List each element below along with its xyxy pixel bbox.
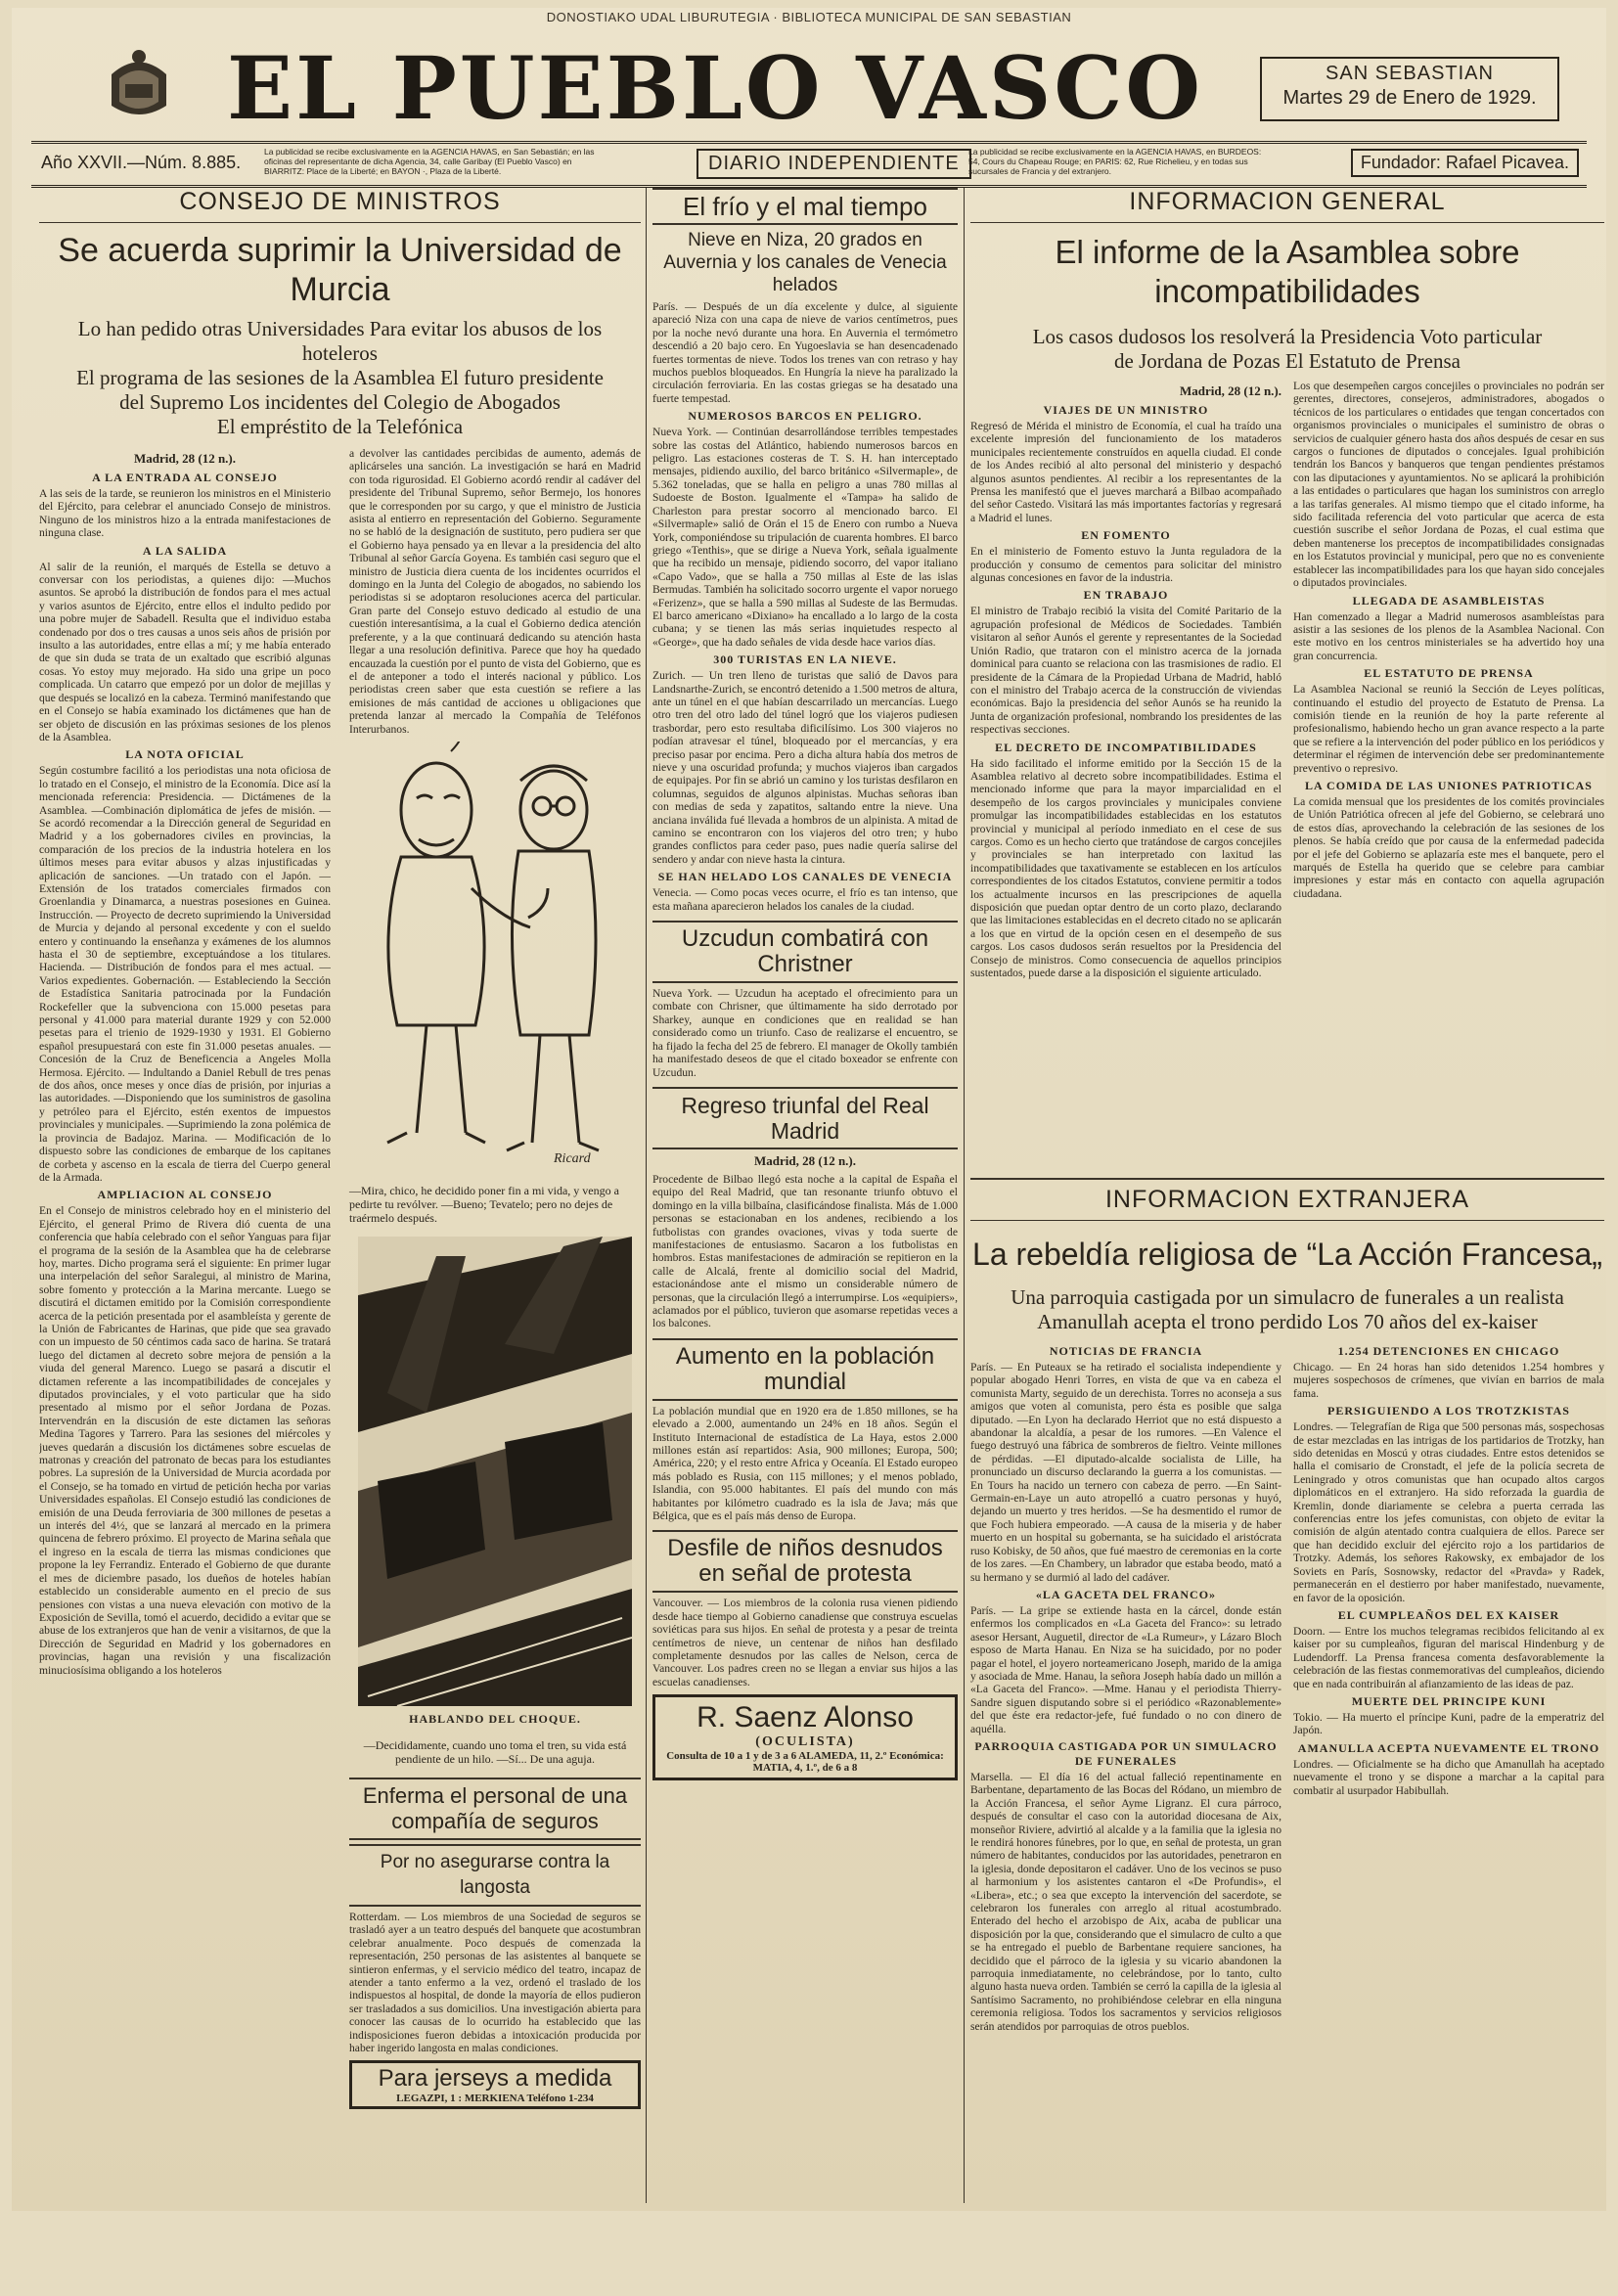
subhead-nieve: Nieve en Niza, 20 grados en Auvernia y los canales de Venecia helados: [663, 230, 947, 295]
dateline: Madrid, 28 (12 n.).: [754, 1152, 856, 1168]
article-text: Chicago. — En 24 horas han sido detenidos 1.254 hombres y mujeres sospechosos de crímenes, que vivían en barrios de mala fama.: [1293, 1361, 1604, 1400]
independent-label: DIARIO INDEPENDIENTE: [697, 149, 971, 179]
subhead: Lo han pedido otras Universidades Para evitar los abusos de los hoteleros: [77, 317, 603, 365]
info-bar: [31, 141, 1587, 188]
headline-poblacion: Aumento en la población mundial: [652, 1338, 958, 1401]
masthead: [31, 35, 1587, 139]
article-text: Londres. — Oficialmente se ha dicho que Amanullah ha aceptado nuevamente el trono y se dispone a marchar a la capital para combatir al usurpador Habibullah.: [1293, 1757, 1604, 1797]
dateline: Madrid, 28 (12 n.).: [134, 451, 236, 466]
kicker: LLEGADA DE ASAMBLEISTAS: [1352, 593, 1546, 608]
body-left: [970, 380, 1281, 1170]
body-right: [1293, 380, 1604, 1170]
issue-date: Martes 29 de Enero de 1929.: [1282, 87, 1537, 109]
column-middle: [652, 188, 958, 1780]
headline-real-madrid: Regreso triunfal del Real Madrid: [652, 1087, 958, 1149]
date-box: [1260, 57, 1559, 121]
column-consejo: [39, 188, 641, 2296]
newspaper-page: [12, 8, 1606, 2211]
body-right: [1293, 1340, 1604, 2221]
two-column-body: [39, 447, 641, 2296]
ad-name: R. Saenz Alonso: [697, 1701, 914, 1734]
subheads: [970, 325, 1604, 374]
kicker: AMANULLA ACEPTA NUEVAMENTE EL TRONO: [1297, 1740, 1600, 1755]
article-text: Regresó de Mérida el ministro de Economía, el cual ha traído una excelente impresión del funcionamiento de los mataderos municipales recientemente construídos en aquella ciudad. El conde de los Andes recibió al alto personal del ministerio y despachó algunos asuntos pendientes. Al recibir a los representantes de la Prensa les manifestó que el jueves marchará a Bilbao acompañado del señor Castedo. Visitará las más importantes factorías y regresará a Madrid el lunes.: [970, 420, 1281, 524]
article-text: Al salir de la reunión, el marqués de Estella se detuvo a conversar con los periodistas, a quienes dijo: —Muchos asuntos. Se aprobó la distribución de fondos para el mes actual y varios asuntos de Ejército, entre ellos el indulto pedido por una pobre mujer de Sabadell. Resulta que el individuo estaba condenado por dos o tres causas a unos seis años de prisión por insulto a las autoridades, entre ellas a mí; y me había enterado de que sin duda se trata de un exaltado que escribió algunas cosas. Yo estoy muy mejorado. Ha sido una gripe un poco complicada. Un catarro que empezó por un dolor de mejillas y que después se localizó en la cabeza. Terminó manifestando que en el Consejo se había examinado los dictámenes que han de ser objeto de discusión en las próximas sesiones de los plenos de la Asamblea.: [39, 560, 331, 743]
article-text: En el ministerio de Fomento estuvo la Junta reguladora de la producción y consumo de cementos para solicitar del ministro algunas concesiones en favor de la industria.: [970, 545, 1281, 585]
article-text: Vancouver. — Los miembros de la colonia rusa vienen pidiendo desde hace tiempo al Gobierno canadiense que construya escuelas soviéticas para sus hijos. En señal de protesta y a pesar de treinta centímetros de nieve, un centenar de niños han desfilado completamente desnudos por las calles de Nelson, cerca de Vancouver. Los padres creen no se llegan a enviar sus hijos a las escuelas canadienses.: [652, 1597, 958, 1688]
ad-role: (OCULISTA): [755, 1734, 855, 1750]
cartoon-two-men: [358, 742, 632, 1172]
body-left: [970, 1340, 1281, 2221]
article-text: El ministro de Trabajo recibió la visita del Comité Paritario de la agrupación profesional de Médicos de Sociedades. También visitaron al señor Aunós el gerente y representantes de la Sociedad Unión Radio, que trataron con el ministro acerca de la jornada dominical para cuanto se relaciona con las trasmisiones de radio. El presidente de la Cámara de la Propiedad Urbana de Madrid, habló con el ministro del Trabajo acerca de la construcción de viviendas económicas. Bajo la presidencia del señor Aunós se ha reunido la Junta de organización profesional, nombrando los presidentes de las respectivas secciones.: [970, 605, 1281, 737]
subhead: de Jordana de Pozas El Estatuto de Prensa: [1114, 349, 1461, 373]
article-text: Zurich. — Un tren lleno de turistas que salió de Davos para Landsnarthe-Zurich, se encontró detenido a 1.500 metros de altura, ante un túnel en el que habían descarrilado un mercancías. Luego otro tren del otro lado del túnel logró que los viajeros pudiesen trasbordar, pero esto resultaba dificilísimo. Los 300 viajeros no podían atravesar el túnel, bloqueado por el mercancías, y era preciso pasar por encima. Pero a dicha altura había dos metros de nieve y una oscuridad profunda; y muchos viajeros iban cargados de equipajes. Por fin se abrió un camino y los turistas desfilaron en columnas, seguidos de algunos alpinistas. Muchas señoras iban con medias de seda y zapatitos, saltando entre la nieve. Una anciana inválida fué llevada a hombros de un alpinista. A mitad de camino se encontraron con los viajeros del otro tren; y hubo grandes conflictos para ceder paso, pues nadie quería salirse del sendero y andar con nieve hasta la cintura.: [652, 669, 958, 866]
article-text: a devolver las cantidades percibidas de aumento, además de aplicárseles una sanción. La investigación se hará en Madrid con toda rigurosidad. El Gobierno acordó rendir al cadáver del presidente del Tribunal Supremo, señor Bermejo, los honores que le corresponden por su cargo, y que el ministro de Justicia asista al entierro en representación del Gobierno. Seguramente no se habló de la designación de sustituto, pero pudiera ser que el Gobierno haya pensado ya en llevar a la presidencia del alto Tribunal al señor García Goyena. Es también casi seguro que el ministro de Justicia diera cuenta de los incidentes ocurridos el domingo en la Junta del Colegio de abogados, no sabiendo los periodistas si se adoptaron resoluciones acerca del particular. Gran parte del Consejo estuvo dedicado al estudio de una cuestión interesantísima, a la cual el Gobierno dedica atención preferente, y a la que continuará dedicando su atención hasta llegar a una resolución definitiva. Parece que hoy ha quedado encauzada la cuestión por el punto de vista del Gobierno, que es el de anteponer a todo el interés nacional y público. Los periodistas creen saber que esta cuestión se refiere a las emisiones de más cantidad de acciones u obligaciones que pretenda lanzar al mercado la Compañía de Teléfonos Interurbanos.: [349, 447, 641, 736]
subheads: [39, 317, 641, 439]
headline-frio: El frío y el mal tiempo: [652, 188, 958, 225]
ad-address: Consulta de 10 a 1 y de 3 a 6 ALAMEDA, 11, 2.º Económica: MATIA, 4, 1.º, de 6 a 8: [666, 1750, 944, 1775]
subhead: Una parroquia castigada por un simulacro de funerales a un realista: [1011, 1285, 1564, 1309]
kicker: NOTICIAS DE FRANCIA: [1049, 1344, 1203, 1358]
article-text: La Asamblea Nacional se reunió la Sección de Leyes políticas, continuando el estudio del proyecto de Estatuto de Prensa. La comisión tiende en la reunión de hoy la parte referente al profesionalismo, habiendo hecho un gran avance respecto a la parte que se refiere a la intervención del poder público en los periódicos y determinar el régimen de intervención debe ser predominantemente preventivo o represivo.: [1293, 683, 1604, 775]
article-text: En el Consejo de ministros celebrado hoy en el ministerio del Ejército, el general Primo de Rivera dió cuenta de una conferencia que había celebrado con el señor Yanguas para fijar el programa de la sesión de la Asamblea que ha de celebrarse hoy, martes. Dicho programa será el siguiente: En primer lugar una interpelación del señor Saralegui, al ministro de Marina, sobre fomento y protección a la Marina mercante. Luego se discutirá el dictamen emitido por la Comisión correspondiente acerca de la petición presentada por el asambleísta y gerente de la Unión de Fabricantes de Harinas, que pide que sea gravado con un impuesto de 50 céntimos cada saco de harina. Se tratará luego del dictamen al decreto sobre mejora de pensión a la viuda del general Marenco. Luego se pasará a discutir el dictamen referente a las incompatibilidades de concejales y diputados provinciales, y el voto particular que ha sido presentado al mismo por el señor Jordana de Pozas. Intervendrán en la discusión de este dictamen las señoras Medina Tagores y Tarrero. Para las sesiones del miércoles y jueves quedarán a discusión los dictámenes sobre escuelas de matronas y creación del patronato de becas para los estudiantes pobres. La supresión de la Universidad de Murcia acordada por el Consejo, se ha tomado en virtud de petición hecha por varias Universidades españolas. El Consejo estudió las condiciones de emisión de una Deuda ferroviaria de 300 millones de pesetas a un interés del 4½, que se lanzará al mercado en la primera quincena de febrero próximo. El proyecto de Marina señala que el ingreso en la escala de tierra las mismas condiciones que propone la ley Ferrandiz. Enterado el Gobierno de que durante el mes de diciembre pasado, los dueños de hoteles habían establecido un considerable aumento en el precio de sus pensiones con vistas a una nueva elevación con motivo de la Exposición de Sevilla, tomó el acuerdo, decidido a evitar que se abuse de los extranjeros que han de venir a visitarnos, de que la Dirección de Seguridad en Madrid y los gobernadores en provincias, hagan una revisión y una fiscalización minuciosísima obligando a los hoteleros: [39, 1204, 331, 1677]
newspaper-title: EL PUEBLO VASCO: [227, 37, 1204, 139]
headline-incompatibilidades: El informe de la Asamblea sobre incompatibilidades: [1055, 234, 1520, 309]
subhead: del Supremo Los incidentes del Colegio de Abogados: [119, 390, 561, 414]
subhead: Amanullah acepta el trono perdido Los 70 años del ex-kaiser: [1037, 1310, 1538, 1333]
kicker: EN TRABAJO: [1083, 588, 1169, 603]
article-text: Venecia. — Como pocas veces ocurre, el frío es tan intenso, que esta mañana aparecieron helados los canales de la ciudad.: [652, 886, 958, 913]
kicker: NUMEROSOS BARCOS EN PELIGRO.: [688, 409, 922, 424]
article-text: La comida mensual que los presidentes de los comités provinciales de Unión Patriótica ofrecen al jefe del Gobierno, se celebrará uno de estos días, aprovechando la celebración de las sesiones de los plenos. Se había creído que por causa de la enfermedad padecida por el jefe del Gobierno se aplazaría este mes el banquete, pero el marqués de Estella ha querido que se celebre para cambiar impresiones y estar más en contacto con aquella agrupación ciudadana.: [1293, 794, 1604, 900]
kicker: VIAJES DE UN MINISTRO: [1043, 403, 1209, 417]
subhead: El empréstito de la Telefónica: [216, 415, 464, 438]
kicker: MUERTE DEL PRINCIPE KUNI: [1351, 1693, 1547, 1708]
foreign-news: [970, 1178, 1604, 2221]
cartoon-train-crash: [358, 1237, 632, 1706]
article-text: París. — La gripe se extiende hasta en la cárcel, donde están enfermos los complicados en «La Gaceta del Franco»: su letrado asesor Hersant, Auguetil, director de «La Rumeur», y Lázaro Bloch esposo de Marta Hanau. En Niza se ha suicidado, por no poder pagar el hotel, el joyero norteamericano Joseph, marido de la amiga y asociada de Mme. Hanau, la señora Joseph había dado un millón a «La Gaceta del Franco». —Mme. Hanau y el periodista Thierry-Sandre siguen disputando sobre si el periódico «Razonablemente» del que éste era redactor-jefe, fué fundado o no con dinero de aquélla.: [970, 1603, 1281, 1735]
article-text: A las seis de la tarde, se reunieron los ministros en el Ministerio del Ejército, para celebrar el anunciado Consejo de ministros. Ninguno de los ministros hizo a la entrada manifestaciones de ninguna clase.: [39, 487, 331, 540]
kicker: A LA ENTRADA AL CONSEJO: [92, 471, 278, 484]
article-text: Londres. — Telegrafían de Riga que 500 personas más, sospechosas de estar mezcladas en las intrigas de los partidarios de Trotzky, han sido detenidas en Moscú y otras ciudades. Entre estos detenidos se halla el comisario de Cronstadt, el jefe de la policía secreta de Leningrado y otros comunistas que han ocupado altos cargos diplomáticos en el extranjero. Ha sido reforzada la guardia de Kremlin, donde diariamente se celebra a puerta cerrada las conferencias entre los jefes comunistas, con objeto de evitar la comisión de algún atentado contra cualquiera de ellos. Parece ser que han decidido excluir del ejército rojo a los partidarios de Trotzky. Además, los señores Rakowsky, ex embajador de los Soviets en París, Sosnowsky, redactor del «Pravda» y Radek, permanecerán en el destierro por haber manifestado, nuevamente, en favor de la oposición.: [1293, 1420, 1604, 1604]
section-head: CONSEJO DE MINISTROS: [39, 188, 641, 223]
article-text: Nueva York. — Uzcudun ha aceptado el ofrecimiento para un combate con Chrisner, que últimamente ha sido derrotado por Sharkey, aunque en condiciones que en realidad se han considerado como un triunfo. Caso de realizarse el encuentro, se ha fijado la fecha del 25 de febrero. El manager de Okolly también ha manifestado deseos de que el citado boxeador se enfrente con Uzcudun.: [652, 987, 958, 1079]
article-text: Marsella. — El día 16 del actual falleció repentinamente en Barbentane, departamento de las Bocas del Ródano, un miembro de la Acción Francesa, el señor Ayme Ligranz. El cura párroco, después de consultar el caso con la autoridad diocesana de Aix, monseñor Riviere, advirtió al alcalde y a la familia que la iglesia no le rendirá honores fúnebres, por lo que, en señal de protesta, un gran número de habitantes, conducidos por las autoridades, penetraron en la iglesia, donde depositaron el cadáver. Uno de los vecinos se puso al harmonium y los asistentes cantaron el «De Profundis», el «Libera», etc.; o sea que excepto la intervención del sacerdote, se celebraron los funerales con arreglo al ritual acostumbrado. Enterado del hecho el arzobispo de Aix, acaba de publicar una disposición por la que, considerando que el simulacro de culto a que se ha entregado el pueblo de Barbentane requiere sanciones, ha decidido que el párroco de la iglesia y su vicario abandonen la parroquia inmediatamente, no celebrándose, por lo tanto, culto alguno hasta nueva orden. También se cerró la capilla de la iglesia al Santísimo Sacramento, no prohibiéndose celebrar en ella ninguna ceremonia religiosa. Todos los sacramentos y servicios religiosos serán atendidos por parroquias de otros pueblos.: [970, 1770, 1281, 2033]
headline-uzcudun: Uzcudun combatirá con Christner: [652, 921, 958, 983]
two-column-body: [970, 1340, 1604, 2221]
article-text: Los que desempeñen cargos concejiles o provinciales no podrán ser gerentes, directores, consejeros, administradores, abogados o técnicos de los particulares o entidades que tengan concertados con organismos provinciales o municipales el suministro de obras o servicios de cualquier género hasta dos años después de cesar en sus cargos o funciones de diputados o concejales. Igual prohibición tendrán los Bancos y banqueros que tengan pendientes préstamos con las diputaciones y ayuntamientos. No se aplicará la prohibición a las entidades o particulares que hagan los suministros con arreglo a las tarifas generales. Al mismo tiempo que el citado informe, ha sido facilitada referencia del voto particular que acerca de esta cuestión suscribe el señor Jordana de Pozas, el cual estima que deben mantenerse los preceptos de incompatibilidades consignadas en los Estatutos provincial y municipal, pero que no es conveniente establecer las incompatibilidades para los que hayan sido concejales o diputados provinciales.: [1293, 380, 1604, 590]
article-text: Según costumbre facilitó a los periodistas una nota oficiosa de lo tratado en el Consejo, el ministro de la Economía. Dice así la mencionada referencia: Presidencia. — Dictámenes de la Asamblea. —Combinación diplomática de jefes de misión. —Se acordó recomendar a la Dirección general de Seguridad en Madrid y a los gobernadores civiles en provincias, la comparación de los precios de la industria hotelera en los últimos meses para evitar abusos y alzas injustificadas y aplicación de sanciones. —Un tratado con el Japón. —Extensión de los tratados comerciales firmados con Groenlandia y Dinamarca, a nuestras posesiones en Guinea. Instrucción. — Proyecto de decreto suprimiendo la Universidad de Murcia y dejando al personal excedente y con el sueldo entero y continuando la enseñanza y exámenes de los alumnos hasta el 30 de septiembre, exceptuándose a los titulares. Hacienda. — Distribución de fondos para el mes actual. —Varios expedientes. Gobernación. — Estableciendo la Sección de Estadística Sanitaria patrocinada por la Fundación Rockefeller que la subvenciona con 15.000 pesetas para personal y 41.000 para material durante 1929 y con 52.000 pesetas para el trienio de 1929-1930 y 1931. El Gobierno español presupuestará con este fin 31.000 pesetas anuales. —Concesión de la Cruz de Beneficencia a Angeles Molla Hermosa. Ejército. — Indultando a Daniel Rebull de tres penas de dos años, once meses y once días de prisión, por injurias a las autoridades. —Disponiendo que los suministros de gasolina y petróleo para el Ejército, estén exentos de impuestos provinciales y municipales. —Suprimiendo la zona polémica de la provincia de Badajoz. Marina. — Modificación de lo dispuesto sobre las condiciones de embarque de los capitanes de corbeta y ascenso en la escala de tierra del Cuerpo general de la Armada.: [39, 764, 331, 1184]
headline-murcia: Se acuerda suprimir la Universidad de Murcia: [58, 232, 622, 308]
headline-desfile: Desfile de niños desnudos en señal de protesta: [652, 1530, 958, 1593]
kicker: AMPLIACION AL CONSEJO: [97, 1188, 273, 1202]
kicker: A LA SALIDA: [142, 543, 228, 558]
article-text: París. — Después de un día excelente y dulce, al siguiente apareció Niza con una capa de nieve de varios centímetros, pues por la noche nevó durante una hora. En Auvernia el termómetro descendió a 20 bajo cero. En Yugoeslavia se han desencadenado fuertes tormentas de nieve. Todos los trenes van con retraso y hay muchos pueblos bloqueados. En Hungría la nieve ha paralizado la circulación ferroviaria. En las costas griegas se ha desatado una fuerte tempestad.: [652, 300, 958, 405]
coat-of-arms-icon: [102, 45, 176, 123]
two-column-body: [970, 380, 1604, 1170]
jersey-ad: [349, 2060, 641, 2109]
advertising-note-right: La publicidad se recibe exclusivamente en la AGENCIA HAVAS, en BURDEOS: 54, Cours du Chapeau Rouge; en PARIS: 62, Rue Richelieu, y en todas sus sucursales de Francia y del extranjero.: [968, 147, 1262, 176]
advertising-note-left: La publicidad se recibe exclusivamente en la AGENCIA HAVAS, en San Sebastián; en las oficinas del representante de dicha Agencia, 34, calle Garibay (El Pueblo Vasco) en BIARRITZ: Place de la Liberté; en BAYON ·, Plaza de la Liberté.: [264, 147, 595, 176]
subhead: El programa de las sesiones de la Asamblea El futuro presidente: [76, 366, 604, 389]
section-head: INFORMACION EXTRANJERA: [970, 1186, 1604, 1221]
kicker: EL CUMPLEAÑOS DEL EX KAISER: [1337, 1607, 1560, 1622]
dateline: Madrid, 28 (12 n.).: [1180, 383, 1281, 398]
kicker: PARROQUIA CASTIGADA POR UN SIMULACRO DE FUNERALES: [974, 1738, 1278, 1768]
column-informacion: [970, 188, 1604, 2221]
article-text: La población mundial que en 1920 era de 1.850 millones, se ha elevado a 2.000, aumentando un 24% en 18 años. Según el Instituto Internacional de estadística de La Haya, estos 2.000 millones están así repartidos: Asia, 900 millones; Europa, 500; América, 220; y el resto entre Africa y Oceanía. El Estado europeo más poblado es Rusia, con 115 millones; y el menos poblado, Islandia, con 95.000 habitantes. El país del mundo con más habitantes por kilómetro cuadrado es la isla de Java; más que Bélgica, que es el país más denso de Europa.: [652, 1404, 958, 1523]
article-text: Rotterdam. — Los miembros de una Sociedad de seguros se trasladó ayer a un teatro después del banquete que acostumbran celebrar anualmente. Poco después de comenzada la representación, 250 personas de las asistentes al banquete se sintieron enfermas, y el servicio médico del teatro, incapaz de atender a tanto enfermo a la vez, ordenó el traslado de los indispuestos al hospital, de donde la mayoría de ellos pudieron ser trasladados a sus domicilios. Una investigación abierta para conocer las causas de lo ocurrido ha establecido que las indisposiciones fueron debidas a intoxicación producida por haber ingerido langosta en malas condiciones.: [349, 1910, 641, 2054]
article-text: Procedente de Bilbao llegó esta noche a la capital de España el equipo del Real Madrid, que tan resonante triunfo obtuvo el domingo en la villa bilbaína, clasificándose finalista. Más de 1.000 personas se estacionaban en los andenes, recibiendo a los futbolistas con grandes ovaciones, vivas y toda suerte de manifestaciones de entusiasmo. Sacaron a los futbolistas en hombros. Estas manifestaciones de admiración se repitieron en la calle de Alcalá, frente al domicilio social del Madrid, estacionándose ante el mismo un considerable número de personas, que la circulación llegó a interrumpirse. Los «equipiers», aclamados por el público, tuvieron que asomarse repetidas veces a los balcones.: [652, 1172, 958, 1330]
body-left: [39, 447, 331, 2296]
headline-accion-francesa: La rebeldía religiosa de “La Acción Francesa„: [972, 1237, 1602, 1272]
ad-title: Para jerseys a medida: [378, 2065, 612, 2093]
subheads: [970, 1285, 1604, 1334]
kicker: EL DECRETO DE INCOMPATIBILIDADES: [995, 740, 1257, 754]
kicker: «LA GACETA DEL FRANCO»: [1035, 1587, 1217, 1601]
article-text: Nueva York. — Continúan desarrollándose terribles tempestades sobre las costas del Atlántico, habiendo numerosos barcos en peligro. Las estaciones costeras de T. S. H. han interceptado mensajes, pidiendo auxilio, del barco británico «Silvermaple», de 5.362 toneladas, que se halla en peligro a unas 780 millas al Sudoeste de Boston. Igualmente el «Tampa» ha salido de Charleston para prestar socorro al mencionado barco. El «Silvermaple» salió de Orán el 15 de Enero con rumbo a Nueva York, componiéndose su tripulación de cuarenta hombres. El barco griego «Tenthis», que se dirige a Nueva York, señala igualmente que ha recibido un mensaje, pidiendo socorro, del vapor italiano «Capo Vado», que se halla a 750 millas al Este de las islas Bermudas. También ha solicitado socorro urgente el vapor noruego «Ferizenz», que se halla a 590 millas al Sudeste de las Bermudas. El barco americano «Dixiano» ha encallado a lo largo de la costa cubana; y se tienen las más serias inquietudes respecto al «George», que ha dado señales de vida desde hace varios días.: [652, 426, 958, 649]
headline-langosta: Por no asegurarse contra la langosta: [349, 1844, 641, 1907]
kicker: SE HAN HELADO LOS CANALES DE VENECIA: [657, 870, 953, 884]
article-text: París. — En Puteaux se ha retirado el socialista independiente y popular abogado Henri Torres, en vista de que va en cabeza el comunista Marty, seguido de un derechista. Torres no aconseja a sus amigos que voten al comunista, pero ésta es posible que salga diputado. —En Lyon ha declarado Herriot que no está dispuesto a abandonar la alcaldía, a pesar de los rumores. —En Valence el fuego destruyó una fábrica de sombreros de fieltro. Veinte millones de pérdidas. —El diputado-alcalde socialista de Lille, ha pronunciado un discurso declarando la guerra a los comunistas. —En Tours ha nacido un ternero con cabeza de perro. —En Saint-Germain-en-Laye un auto atropelló a cuatro personas y huyó, dejando un muerto y tres heridos. —Se ha desmentido el rumor de que Foch hubiera empeorado. —A causa de la miseria y de haber muerto en un hospital su gobernanta, se ha suicidado el aristócrata ruso Kobisky, de 50 años, que fué maestro de ceremonias en la corte de los zares. —En Chambery, un labrador que estaba beodo, mató a su hermano y se durmió al lado del cadáver.: [970, 1361, 1281, 1584]
subhead: Los casos dudosos los resolverá la Presidencia Voto particular: [1032, 325, 1543, 348]
article-text: Doorn. — Entre los muchos telegramas recibidos felicitando al ex kaiser por su cumpleaños, figuran del mariscal Hindenburg y de Ludendorff. La Prensa francesa comenta desfavorablemente la celebración de las fiestas conmemorativas del cumpleaños, diciendo que en nada contribuirán al afianzamiento de las ideas de paz.: [1293, 1624, 1604, 1690]
founder-label: Fundador: Rafael Picavea.: [1351, 149, 1579, 177]
column-rule: [964, 188, 965, 2203]
city-label: SAN SEBASTIAN: [1326, 63, 1494, 84]
article-text: Han comenzado a llegar a Madrid numerosos asambleístas para asistir a las sesiones de los plenos de la Asamblea Nacional. Con este motivo en los centros ministeriales se ha advertido hoy una gran concurrencia.: [1293, 609, 1604, 662]
kicker: LA NOTA OFICIAL: [125, 747, 245, 762]
article-text: Tokio. — Ha muerto el príncipe Kuni, padre de la emperatriz del Japón.: [1293, 1710, 1604, 1737]
kicker: EL ESTATUTO DE PRENSA: [1364, 666, 1534, 681]
cartoon-signature: Ricard: [554, 1150, 591, 1166]
article-text: Ha sido facilitado el informe emitido por la Sección 15 de la Asamblea relativo al decreto sobre incompatibilidades. Estima el mencionado informe que para la mayor imparcialidad en el desempeño de los cargos provinciales y municipales conviene promulgar las incompatibilidades establecidas en los estatutos provincial y municipal al período inmediato en el cese de sus cargos. Como es un hecho cierto que tratándose de cargos concejiles y provinciales se han interpretado con laxitud las incompatibilidades que taxativamente se establecen en los artículos correspondientes de los citados Estatutos, conviene permitir a todos los actualmente incursos en las prescripciones de aquella disposición que puedan optar dentro de un corto plazo, declarando que las limitaciones establecidas en el decreto citado no se aplicarán a los que en virtud de la opción cesen en el desempeño de sus cargos. Los casos dudosos serán resueltos por la Presidencia del Consejo de ministros. Como consecuencia de aquellos principios sustentados, puede darse a la disposición el siguiente articulado.: [970, 756, 1281, 980]
oculist-ad: [652, 1694, 958, 1780]
kicker: EN FOMENTO: [1081, 528, 1171, 543]
kicker: 1.254 DETENCIONES EN CHICAGO: [1337, 1344, 1560, 1358]
column-rule: [646, 188, 647, 2203]
kicker: LA COMIDA DE LAS UNIONES PATRIOTICAS: [1305, 778, 1593, 792]
ad-address: LEGAZPI, 1 : MERKIENA Teléfono 1-234: [396, 2093, 594, 2105]
body-right: [349, 447, 641, 2296]
section-head: INFORMACION GENERAL: [970, 188, 1604, 223]
issue-number: Año XXVII.—Núm. 8.885.: [41, 153, 242, 172]
kicker: PERSIGUIENDO A LOS TROTZKISTAS: [1327, 1404, 1570, 1418]
cartoon-title: HABLANDO DEL CHOQUE.: [409, 1711, 581, 1726]
headline-seguros: Enferma el personal de una compañía de seguros: [349, 1778, 641, 1840]
cartoon-caption: —Mira, chico, he decidido poner fin a mi vida, y vengo a pedirte tu revólver. —Bueno; Tevatelo; pero no dejes de traérmelo después.: [349, 1183, 619, 1225]
cartoon-caption: —Decididamente, cuando uno toma el tren, su vida está pendiente de un hilo. —Sí... De una aguja.: [363, 1737, 627, 1766]
kicker: 300 TURISTAS EN LA NIEVE.: [713, 653, 897, 667]
archive-note: DONOSTIAKO UDAL LIBURUTEGIA · BIBLIOTECA MUNICIPAL DE SAN SEBASTIAN: [546, 10, 1072, 24]
